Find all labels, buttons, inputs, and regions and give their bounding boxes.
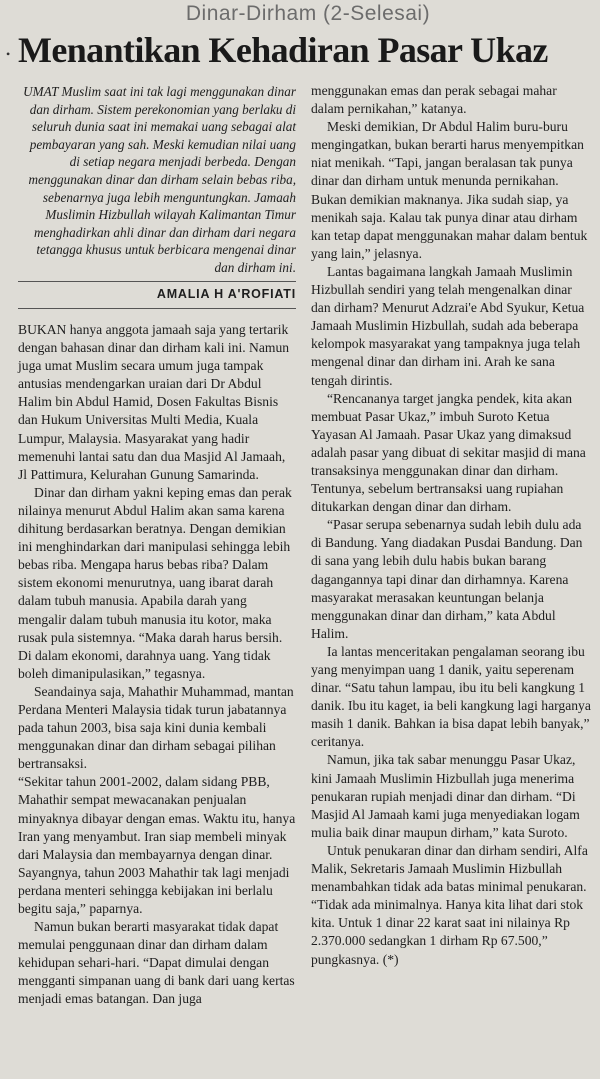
paragraph: Dinar dan dirham yakni keping emas dan perak nilainya menurut Abdul Halim akan sama karena dihitung berdasarkan beratnya. Dengan demikian ini menghindarkan dari manipulasi sehingga lebih bebas riba. Mengapa harus bebas riba? Dalam sistem ekonomi menurutnya, uang ibarat darah dalam tubuh manusia. Apabila darah yang mengalir dalam tubuh manusia itu kotor, maka rusak pula sistemnya. “Maka darah harus bersih. Di dalam ekonomi, darahnya uang. Yang tidak boleh dimanipulasikan,” tegasnya. [18, 484, 292, 681]
section-kicker: Dinar-Dirham (2-Selesai) [185, 2, 431, 25]
paragraph: BUKAN hanya anggota jamaah saja yang tertarik dengan bahasan dinar dan dirham kali ini. Namun juga umat Muslim secara umum juga tampak antusias mendengarkan uraian dari Dr Abdul Halim bin Abdul Hamid, Dosen Fakultas Bisnis dan Hukum Universitas Multi Media, Kuala Lumpur, Malaysia. Masyarakat yang hadir memenuhi lantai satu dan dua Masjid Al Jamaah, Jl Pattimura, Kelurahan Gunung Samarinda. [18, 322, 290, 482]
byline-top-rule [18, 281, 296, 282]
paragraph: “Rencananya target jangka pendek, kita akan membuat Pasar Ukaz,” imbuh Suroto Ketua Yayasan Al Jamaah. Pasar Ukaz yang dimaksud adalah pasar yang dibuat di sekitar masjid di mana transaksinya menggunakan dinar dan dirham. Tentunya, sebelum bertransaksi uang rupiahan ditukarkan dengan dinar dan dirham. [311, 390, 586, 515]
article-column-left [18, 321, 296, 1009]
paragraph: Untuk penukaran dinar dan dirham sendiri, Alfa Malik, Sekretaris Jamaah Muslimin Hizbullah menambahkan tidak ada batas minimal penukaran. “Tidak ada minimalnya. Hanya kita lihat dari stok kita. Untuk 1 dinar 22 karat saat ini nilainya Rp 2.370.000 sedangkan 1 dirham Rp 67.500,” pungkasnya. (*) [311, 842, 588, 967]
bullet-dot: • [6, 47, 11, 61]
headline: Menantikan Kehadiran Pasar Ukaz [18, 30, 548, 70]
paragraph: Meski demikian, Dr Abdul Halim buru-buru mengingatkan, bukan berarti harus menyempitkan niat menikah. “Tapi, jangan beralasan tak punya dinar dan dirham untuk menunda pernikahan. Bukan demikian maknanya. Jika sudah siap, ya menikah saja. Kalau tak punya dinar atau dirham kan tetap dapat menggunakan mahar dalam bentuk yang lain,” jelasnya. [311, 119, 588, 261]
byline: AMALIA H A'ROFIATI [156, 287, 296, 301]
article-column-right [311, 82, 592, 969]
paragraph: Namun, jika tak sabar menunggu Pasar Ukaz, kini Jamaah Muslimin Hizbullah juga menerima penukaran rupiah menjadi dinar dan dirham. “Di Masjid Al Jamaah kami juga menyediakan logam mulia baik dinar maupun dirham,” kata Suroto. [311, 752, 580, 840]
lead-paragraph [18, 83, 296, 277]
paragraph: Seandainya saja, Mahathir Muhammad, mantan Perdana Menteri Malaysia tidak turun jabatannya pada tahun 2003, bisa saja kini dunia kembali menggunakan dinar dan dirham sebagai pilihan bertransaksi. [18, 683, 294, 772]
paragraph: Namun bukan berarti masyarakat tidak dapat memulai penggunaan dinar dan dirham dalam kehidupan sehari-hari. “Dapat dimulai dengan mengganti simpanan uang di bank dari uang kertas menjadi emas batangan. Dan juga [18, 919, 295, 1007]
paragraph: menggunakan emas dan perak sebagai mahar dalam pernikahan,” katanya. [311, 83, 557, 117]
byline-bottom-rule [18, 308, 296, 309]
paragraph: “Pasar serupa sebenarnya sudah lebih dulu ada di Bandung. Yang diadakan Pusdai Bandung. Dan di sana yang lebih dulu habis bukan barang dagangannya tapi dinar dan dirhamnya. Karena masyarakat merasakan keuntungan belanja menggunakan dinar dan dirham,” kata Abdul Halim. [311, 517, 583, 641]
lead-text: UMAT Muslim saat ini tak lagi menggunakan dinar dan dirham. Sistem perekonomian yang berlaku di seluruh dunia saat ini memakai uang sebagai alat pembayaran yang sah. Meski kemudian nilai uang di setiap negara menjadi berbeda. Dengan menggunakan dinar dan dirham selain bebas riba, sebenarnya juga lebih menguntungkan. Jamaah Muslimin Hizbullah wilayah Kalimantan Timur menghadirkan ahli dinar dan dirham dari negara tetangga khusus untuk berbicara mengenai dinar dan dirham ini. [23, 84, 296, 275]
paragraph: “Sekitar tahun 2001-2002, dalam sidang PBB, Mahathir sempat mewacanakan penjualan minyaknya dibayar dengan emas. Waktu itu, hanya Iran yang menyambut. Iran siap membeli minyak dari Malaysia dan membayarnya dengan dinar. Sayangnya, tahun 2003 Mahathir tak lagi menjadi perdana menteri sehingga kebijakan ini berlalu begitu saja,” paparnya. [18, 774, 296, 916]
paragraph: Ia lantas menceritakan pengalaman seorang ibu yang menyimpan uang 1 danik, yaitu seperenam dinar. “Satu tahun lampau, ibu itu beli kangkung 1 danik. Ibu itu kaget, ia beli kangkung lagi harganya masih 1 danik. Bahkan ia bisa dapat lebih banyak,” ceritanya. [311, 643, 591, 750]
paragraph: Lantas bagaimana langkah Jamaah Muslimin Hizbullah sendiri yang telah mengenalkan dinar dan dirham? Menurut Adzrai'e Abd Syukur, Ketua Jamaah Muslimin Hizbullah, sudah ada beberapa kelompok masyarakat yang tampaknya juga telah mengenal dinar dan dirham ini. Arah ke sana tengah dirintis. [311, 263, 585, 388]
